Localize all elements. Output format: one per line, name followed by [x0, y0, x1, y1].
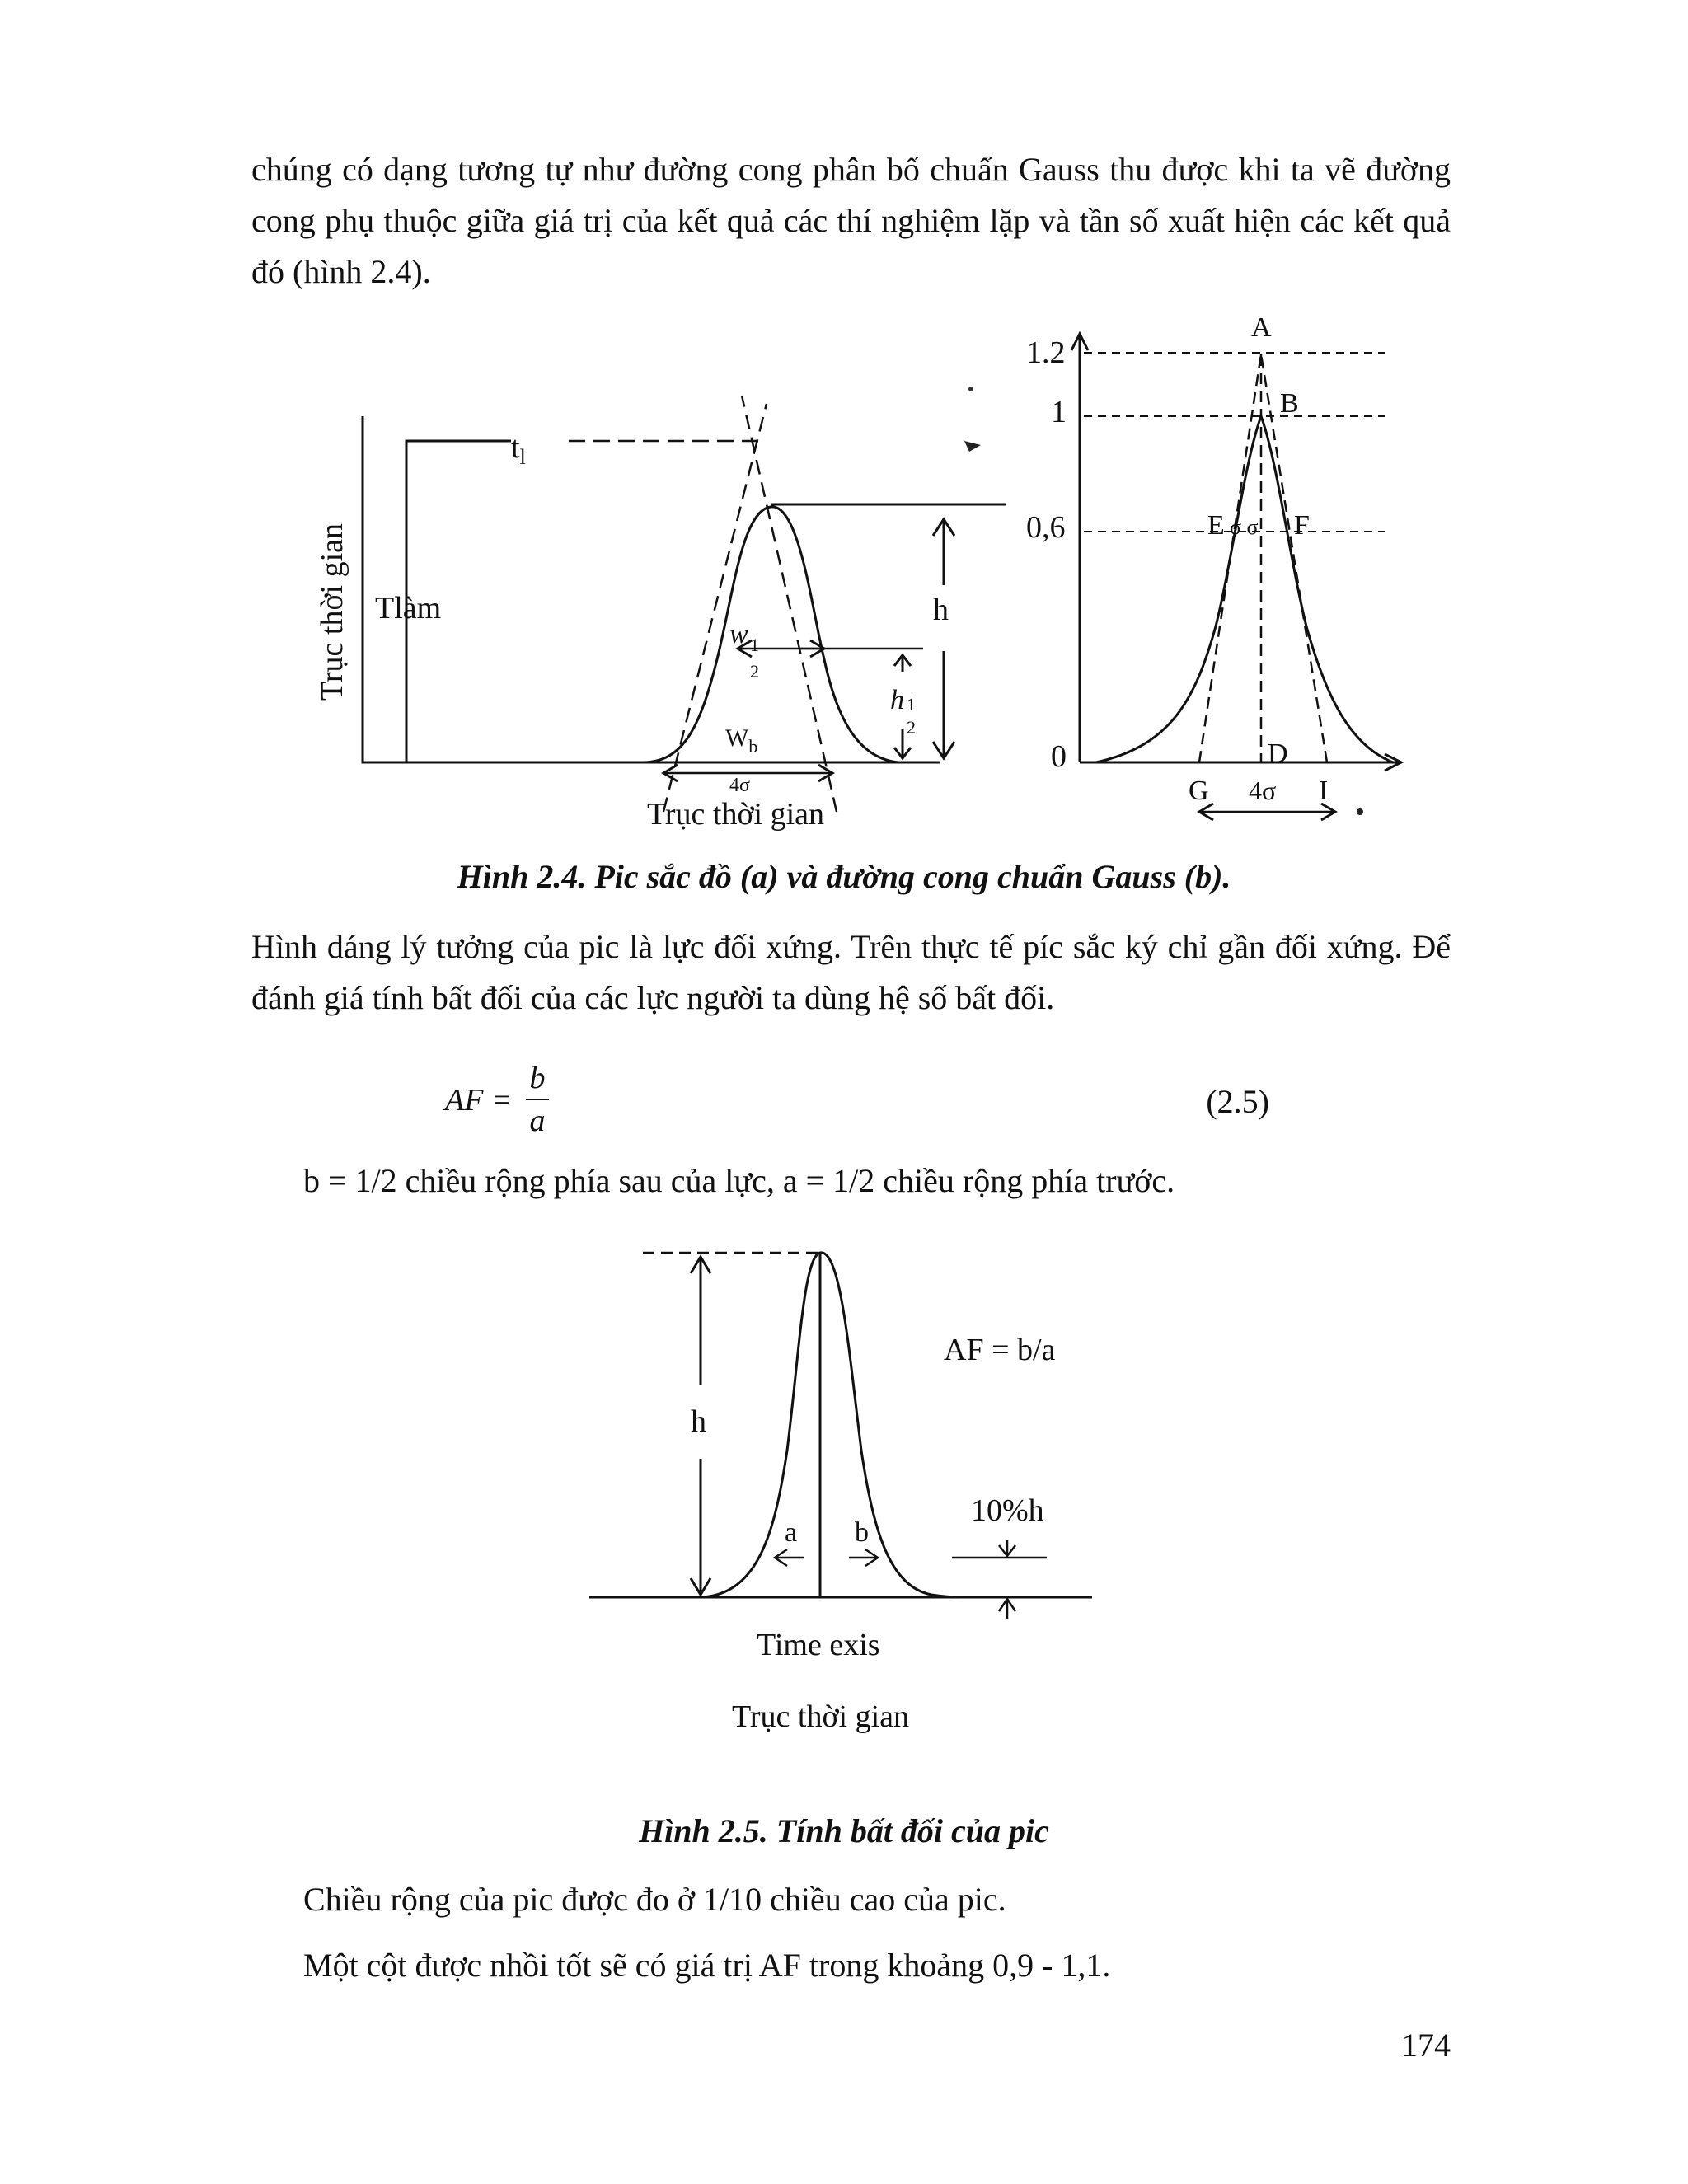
t1-label: $t_l$ — [511, 430, 526, 469]
ten-pct-arrow-up — [999, 1599, 1015, 1619]
h-arrow-down — [691, 1459, 710, 1595]
speck-1 — [968, 387, 973, 391]
b-label: b — [855, 1517, 869, 1548]
point-e-label: E — [1207, 510, 1225, 541]
panel-a-y-axis-label: Trục thời gian — [315, 523, 349, 701]
point-d-label: D — [1268, 738, 1288, 769]
h-half-num: 1 — [907, 694, 916, 715]
tlam-label: Tlàm — [375, 591, 442, 626]
figure-2-4-caption: Hình 2.4. Pic sắc đồ (a) và đường cong chuẩn Gauss (b). — [457, 858, 1231, 895]
w-half-label: w — [729, 619, 748, 649]
a-arrow — [775, 1549, 804, 1566]
point-a-label: A — [1251, 312, 1272, 343]
asymmetry-peak — [589, 1253, 1092, 1619]
af-range-line: Một cột được nhồi tốt sẽ có giá trị AF trong khoảng 0,9 - 1,1. — [303, 1947, 1111, 1984]
ten-pct-arrow-down — [999, 1540, 1015, 1556]
equation-lhs: AF = — [445, 1083, 513, 1118]
h-half-den: 2 — [907, 717, 916, 738]
tick-0-6: 0,6 — [1026, 510, 1066, 545]
h-arrow-up — [691, 1257, 710, 1385]
panel-a-x-axis-label: Trục thời gian — [647, 797, 825, 832]
h-half-label: h — [890, 685, 904, 715]
page-number: 174 — [1401, 2027, 1451, 2064]
ten-pct-label: 10%h — [971, 1493, 1044, 1528]
panel-a-four-sigma: 4σ — [729, 775, 750, 796]
tick-1-2: 1.2 — [1026, 335, 1066, 370]
a-label: a — [785, 1517, 798, 1548]
panel-b-gauss-curve — [1071, 334, 1401, 820]
h-label: h — [933, 593, 949, 627]
time-axis-vietnamese: Trục thời gian — [732, 1699, 910, 1734]
equation-2-5 — [445, 1059, 1269, 1150]
peak-curve — [406, 507, 898, 762]
point-i-label: I — [1319, 776, 1329, 806]
point-g-label: G — [1189, 776, 1209, 806]
h-half-arrow-up — [894, 655, 911, 672]
tick-0: 0 — [1051, 739, 1067, 774]
equation-numerator: b — [529, 1061, 546, 1095]
point-b-label: B — [1280, 388, 1299, 419]
tick-1: 1 — [1051, 395, 1067, 429]
figure-2-4 — [0, 0, 1688, 890]
asym-peak-curve — [701, 1253, 968, 1597]
time-axis-english: Time exis — [757, 1628, 880, 1662]
panel-b-four-sigma: 4σ — [1249, 776, 1277, 805]
fig-2-5-h-label: h — [691, 1404, 706, 1439]
figure-2-5-caption: Hình 2.5. Tính bất đối của pic — [639, 1812, 1049, 1849]
figure-2-5 — [0, 1220, 1688, 1797]
panel-a-chromatogram — [363, 396, 1006, 812]
width-measurement-line: Chiều rộng của pic được đo ở 1/10 chiều cao của pic. — [303, 1881, 1006, 1918]
speck-2 — [964, 441, 981, 452]
intro-paragraph: chúng có dạng tương tự như đường cong phân bố chuẩn Gauss thu được khi ta vẽ đường cong phụ thuộc giữa giá trị của kết quả các thí nghiệm lặp và tần số xuất hiện các kết quả đó (hình 2.4). — [251, 151, 1451, 290]
panel-a-axes — [363, 416, 898, 762]
equation-denominator: a — [529, 1104, 546, 1138]
speck-3 — [1357, 808, 1363, 815]
equation-fraction — [521, 1059, 554, 1140]
w-half-num: 1 — [750, 635, 759, 655]
asymmetry-paragraph: Hình dáng lý tưởng của pic là lực đối xứng. Trên thực tế píc sắc ký chỉ gần đối xứng. Để đánh giá tính bất đối của các lực người ta dùng hệ số bất đối. — [251, 928, 1451, 1016]
ef-sigma-marks: σ σ — [1230, 515, 1259, 539]
b-arrow — [849, 1549, 878, 1566]
point-f-label: F — [1294, 510, 1310, 541]
fraction-bar — [526, 1099, 549, 1100]
equation-number: (2.5) — [1206, 1083, 1269, 1120]
definition-line: b = 1/2 chiều rộng phía sau của lực, a = 1/2 chiều rộng phía trước. — [303, 1162, 1175, 1199]
af-label: AF = b/a — [944, 1333, 1056, 1367]
w-half-den: 2 — [750, 661, 759, 682]
wb-label: $W_b$ — [725, 724, 758, 757]
